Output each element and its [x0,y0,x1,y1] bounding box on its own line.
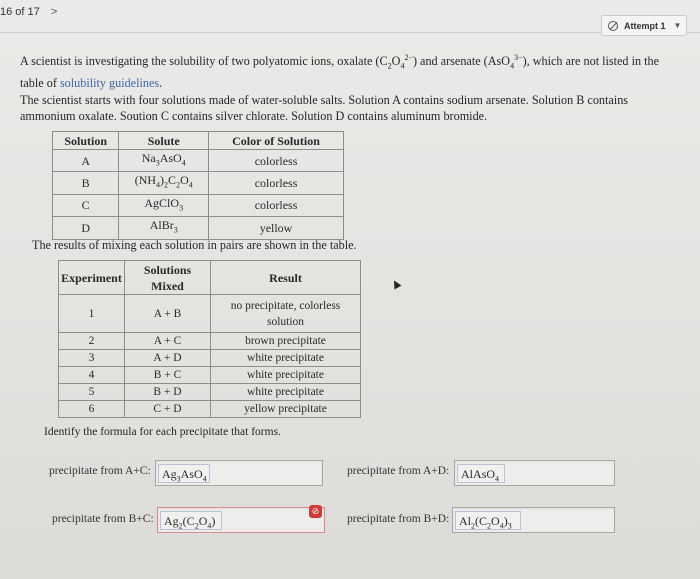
sup: 2− [404,53,413,62]
intro-text: A scientist is investigating the solubility of two polyatomic ions, oxalate (C [20,54,388,69]
experiments-table [58,260,361,418]
answer-bd-label: precipitate from B+D: [347,513,450,525]
solution-color: yellow [209,217,344,239]
question-text: Identify the formula for each precipitate that forms. [44,426,281,438]
sub: 4 [510,61,515,71]
table-header: Solutions Mixed [125,261,211,295]
solution-letter: C [53,194,119,216]
experiment-result: white precipitate [211,350,361,367]
answer-ac-label: precipitate from A+C: [49,465,151,477]
attempt-label: Attempt 1 [624,20,666,31]
experiment-number: 1 [59,295,125,333]
experiment-result: white precipitate [211,384,361,401]
intro-paragraph [20,50,660,91]
solutions-mixed: A + C [125,333,211,350]
table-row [59,295,361,333]
table-row [53,172,344,194]
table-header: Solute [119,132,209,150]
intro-text: ), which are not listed in the table of [20,54,659,90]
intro-text: O [391,54,401,69]
table-header: Result [211,261,361,295]
results-intro: The results of mixing each solution in pairs are shown in the table. [32,238,357,252]
solutions-mixed: B + C [125,367,211,384]
experiment-number: 4 [59,367,125,384]
answer-bd-box[interactable] [452,507,615,533]
mouse-cursor-icon [391,279,402,290]
table-row [59,384,361,401]
solution-color: colorless [209,172,344,194]
next-question-chevron-icon[interactable]: > [50,6,58,18]
answer-ac-value: $Ag_3AsO_4$ [162,467,207,484]
attempt-dropdown[interactable] [601,15,687,36]
experiment-number: 3 [59,350,125,367]
table-row [59,401,361,418]
solutions-mixed: A + D [125,350,211,367]
chevron-down-icon: ▼ [673,21,682,30]
experiment-result: white precipitate [211,367,361,384]
solute-formula: AgClO$_3$ [119,194,209,216]
solutions-mixed: C + D [125,401,211,418]
experiment-number: 5 [59,384,125,401]
table-header: Color of Solution [209,132,344,150]
solute-formula: AlBr$_3$ [119,217,209,239]
table-row [53,150,344,172]
question-nav [0,6,57,18]
header-divider [0,32,700,33]
intro-text: . [159,75,163,90]
solutions-mixed: B + D [125,384,211,401]
table-row [53,194,344,216]
solubility-guidelines-link[interactable]: solubility guidelines [59,75,160,90]
sub: 4 [400,61,405,71]
experiment-result: yellow precipitate [211,401,361,418]
incorrect-icon: ⊘ [309,505,322,518]
solution-color: colorless [209,150,344,172]
experiment-result: no precipitate, colorless solution [211,295,361,333]
question-progress: 16 of 17 [0,6,40,18]
table-row [53,217,344,239]
answer-bc-box[interactable] [157,507,325,533]
answer-ac-box[interactable] [155,460,323,486]
sub: 2 [387,61,392,71]
solute-formula: $Na_3AsO_4$ [119,150,209,172]
answer-ad-box[interactable] [454,460,615,486]
solutions-mixed: A + B [125,295,211,333]
solute-formula: $(NH_4)_2C_2O_4$ [119,172,209,194]
experiment-number: 2 [59,333,125,350]
answer-ac-input[interactable] [158,464,210,483]
solution-letter: A [53,150,119,172]
answer-ad-label: precipitate from A+D: [347,465,450,477]
solution-color: colorless [209,194,344,216]
answer-bd-input[interactable] [455,511,521,530]
table-header: Solution [53,132,119,150]
answer-bd-value: $Al_2(C_2O_4)_3$ [459,514,512,531]
setup-paragraph: The scientist starts with four solutions made of water-soluble salts. Solution A contains sodium arsenate. Solution B contains ammonium oxalate. Soution C contains silver chlorate. Solution D contains aluminum bromide. [20,93,629,123]
solution-letter: D [53,217,119,239]
no-entry-icon [608,21,618,31]
table-row [59,333,361,350]
answer-ad-value: AlAsO$_4$ [461,467,500,484]
answer-bc-value: $Ag_2(C_2O_4)$ [164,514,216,531]
answer-bc-input[interactable] [160,511,222,530]
intro-text: ) and arsenate (AsO [412,54,511,69]
answer-ad-input[interactable] [457,464,505,483]
table-header: Experiment [59,261,125,295]
experiment-number: 6 [59,401,125,418]
solution-letter: B [53,172,119,194]
answer-bc-label: precipitate from B+C: [52,513,154,525]
experiment-result: brown precipitate [211,333,361,350]
sup: 3− [514,53,523,62]
table-row [59,350,361,367]
solutions-table [52,131,344,240]
table-row [59,367,361,384]
